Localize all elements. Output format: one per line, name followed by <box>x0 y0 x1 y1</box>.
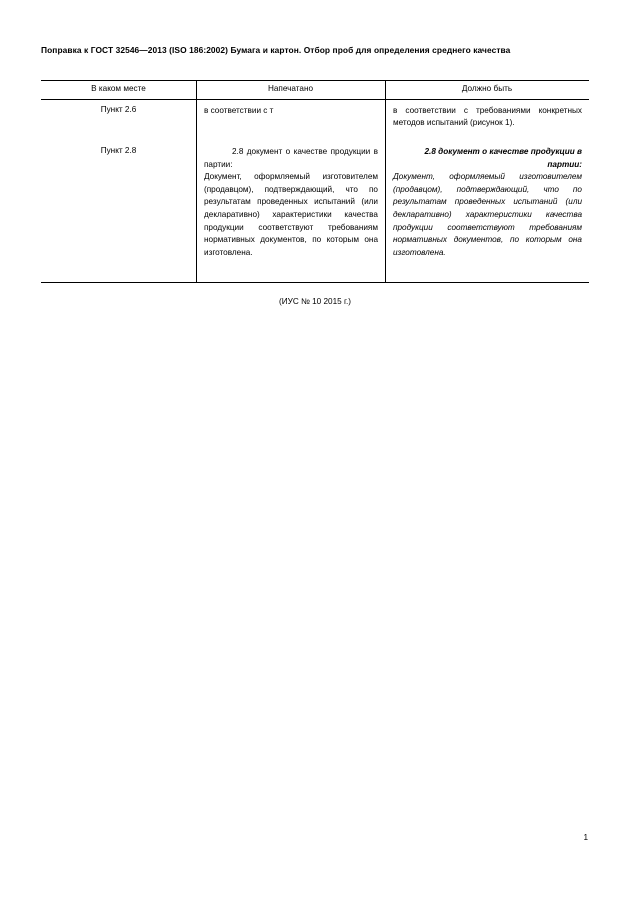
page-number: 1 <box>583 833 588 842</box>
table-row-2-should-lead: 2.8 документ о качестве продукции в партии: <box>424 147 582 169</box>
table-header-should-be: Должно быть <box>461 84 513 93</box>
footer-note: (ИУС № 10 2015 г.) <box>279 297 351 306</box>
table-row-1-where: Пункт 2.6 <box>100 105 137 114</box>
table-row-2-printed-lead: 2.8 документ о качестве продукции в партии: <box>204 147 378 169</box>
table-row-2-should-body: Документ, оформляемый изготовителем (продавцом), подтверждающий, что по результатам проведенных испытаний (или декларативно) характеристики качества продукции соответствуют требованиям нормативных документов, по которым она изготовлена. <box>393 172 582 257</box>
table-header-where: В каком месте <box>91 84 146 93</box>
table-row-2-should-be <box>393 146 582 259</box>
table-header-rule <box>41 99 589 100</box>
table-header-printed: Напечатано <box>267 84 314 93</box>
table-row-1-printed: в соответствии с т <box>204 106 274 115</box>
table-row-2-where: Пункт 2.8 <box>100 146 137 155</box>
table-row-2-printed-body: Документ, оформляемый изготовителем (продавцом), подтверждающий, что по результатам проведенных испытаний (или декларативно) характеристики качества продукции соответствуют требованиям нормативных документов, по которым она изготовлена. <box>204 172 378 257</box>
table-column-divider-2 <box>385 80 386 283</box>
table-row-2-printed <box>204 146 378 259</box>
page-title: Поправка к ГОСТ 32546—2013 (ISO 186:2002) Бумага и картон. Отбор проб для определения среднего качества <box>41 45 511 55</box>
table-column-divider-1 <box>196 80 197 283</box>
table-row-1-should-be: в соответствии с требованиями конкретных методов испытаний (рисунок 1). <box>393 106 582 128</box>
